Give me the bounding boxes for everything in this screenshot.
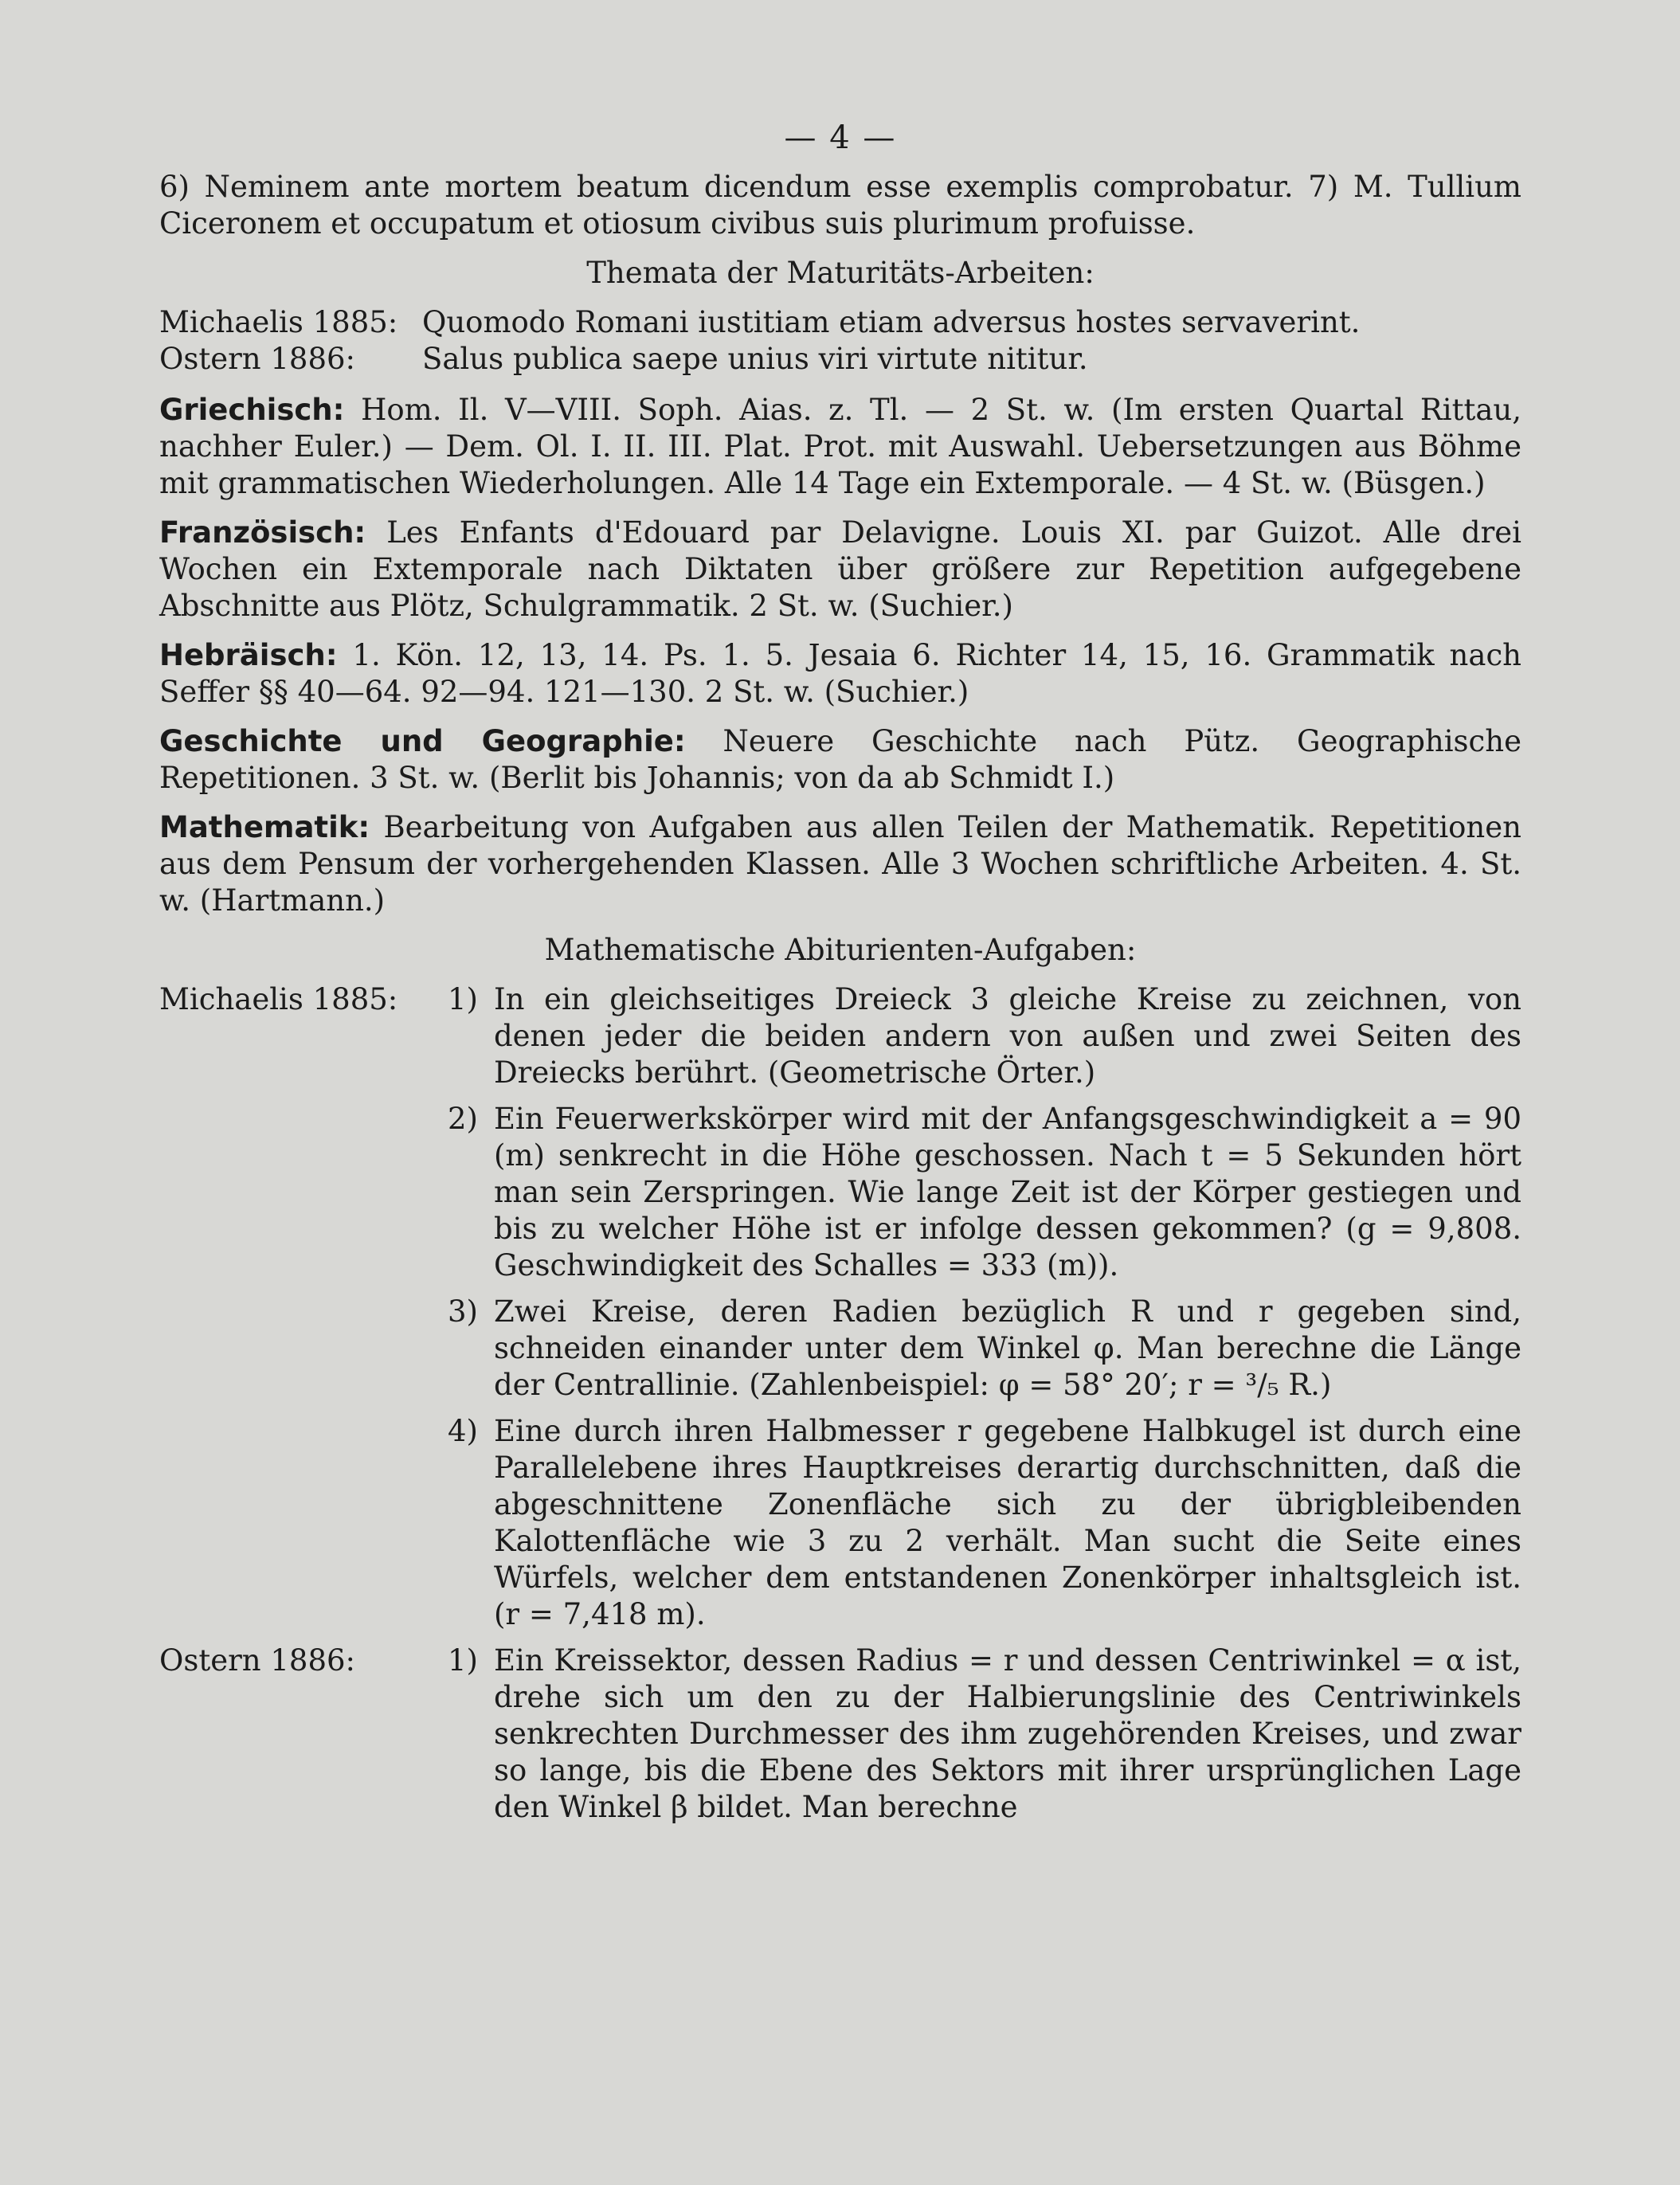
subject-mathematics xyxy=(159,809,1521,919)
task-number: 2) xyxy=(448,1102,478,1136)
subject-french xyxy=(159,515,1521,625)
subject-text: Bearbeitung von Aufgaben aus allen Teilen der Mathematik. Repetitionen aus dem Pensum der vorhergehenden Klassen. Alle 3 Wochen schriftliche Arbeiten. 4. St. w. (Hartmann.) xyxy=(159,810,1521,918)
subject-text: Neuere Geschichte nach Pütz. Geographische Repetitionen. 3 St. w. (Berlit bis Johannis; von da ab Schmidt I.) xyxy=(159,724,1521,795)
page-content xyxy=(159,119,1521,1835)
task-text: Eine durch ihren Halbmesser r gegebene Halbkugel ist durch eine Parallelebene ihres Hauptkreises derartig durchschnitten, daß die abgeschnittene Zonenfläche sich zu der übrigbleibenden Kalottenfläche wie 3 zu 2 verhält. Man sucht die Seite eines Würfels, welcher dem entstandenen Zonenkörper inhaltsgleich ist. (r = 7,418 m). xyxy=(494,1414,1521,1631)
task-text: Zwei Kreise, deren Radien bezüglich R und r gegeben sind, schneiden einander unter dem Winkel φ. Man berechne die Länge der Centrallinie. (Zahlenbeispiel: φ = 58° 20′; r = ³/₅ R.) xyxy=(494,1294,1521,1402)
subject-heading: Geschichte und Geographie: xyxy=(159,724,686,758)
math-task xyxy=(159,981,1521,1091)
subject-history-geography xyxy=(159,723,1521,797)
subject-heading: Mathematik: xyxy=(159,810,370,844)
intro-paragraph: 6) Neminem ante mortem beatum dicendum esse exemplis comprobatur. 7) M. Tullium Ciceronem et occupatum et otiosum civibus suis plurimum profuisse. xyxy=(159,170,1521,241)
subject-text: 1. Kön. 12, 13, 14. Ps. 1. 5. Jesaia 6. Richter 14, 15, 16. Grammatik nach Seffer §§ 40—64. 92—94. 121—130. 2 St. w. (Suchier.) xyxy=(159,638,1521,709)
maturity-themes xyxy=(159,304,1521,378)
subject-heading: Französisch: xyxy=(159,515,366,550)
maturity-title: Themata der Maturitäts-Arbeiten: xyxy=(586,256,1095,290)
math-task xyxy=(159,1294,1521,1404)
task-text: In ein gleichseitiges Dreieck 3 gleiche Kreise zu zeichnen, von denen jeder die beiden andern von außen und zwei Seiten des Dreiecks berührt. (Geometrische Örter.) xyxy=(494,982,1521,1090)
task-number: 3) xyxy=(448,1294,478,1329)
subject-heading: Griechisch: xyxy=(159,393,345,427)
page-number: — 4 — xyxy=(784,119,897,156)
task-number: 4) xyxy=(448,1414,478,1448)
math-task xyxy=(159,1413,1521,1633)
subject-text: Hom. Il. V—VIII. Soph. Aias. z. Tl. — 2 St. w. (Im ersten Quartal Rittau, nachher Euler.) — Dem. Ol. I. II. III. Plat. Prot. mit Auswahl. Uebersetzungen aus Böhme mit grammatischen Wiederholungen. Alle 14 Tage ein Extemporale. — 4 St. w. (Büsgen.) xyxy=(159,393,1521,500)
theme-label: Ostern 1886: xyxy=(159,342,355,376)
math-tasks xyxy=(159,981,1521,1826)
task-text: Ein Feuerwerkskörper wird mit der Anfangsgeschwindigkeit a = 90 (m) senkrecht in die Höhe geschossen. Nach t = 5 Sekunden hört man sein Zerspringen. Wie lange Zeit ist der Körper gestiegen und bis zu welcher Höhe ist er infolge dessen gekommen? (g = 9,808. Geschwindigkeit des Schalles = 333 (m)). xyxy=(494,1102,1521,1282)
math-task xyxy=(159,1643,1521,1826)
task-number: 1) xyxy=(448,982,478,1016)
task-number: 1) xyxy=(448,1643,478,1678)
task-term-label: Ostern 1886: xyxy=(159,1643,355,1678)
subject-hebrew xyxy=(159,637,1521,711)
subject-heading: Hebräisch: xyxy=(159,638,338,672)
theme-row xyxy=(159,341,1521,378)
math-title: Mathematische Abiturienten-Aufgaben: xyxy=(544,933,1137,967)
theme-text: Quomodo Romani iustitiam etiam adversus hostes servaverint. xyxy=(422,305,1361,339)
subject-text: Les Enfants d'Edouard par Delavigne. Louis XI. par Guizot. Alle drei Wochen ein Extemporale nach Diktaten über größere zur Repetition aufgegebene Abschnitte aus Plötz, Schulgrammatik. 2 St. w. (Suchier.) xyxy=(159,515,1521,623)
math-task xyxy=(159,1101,1521,1284)
task-text: Ein Kreissektor, dessen Radius = r und dessen Centriwinkel = α ist, drehe sich um den zu der Halbierungslinie des Centriwinkels senkrechten Durchmesser des ihm zugehörenden Kreises, und zwar so lange, bis die Ebene des Sektors mit ihrer ursprünglichen Lage den Winkel β bildet. Man berechne xyxy=(494,1643,1521,1824)
task-term-label: Michaelis 1885: xyxy=(159,982,398,1016)
theme-text: Salus publica saepe unius viri virtute nititur. xyxy=(422,342,1088,376)
theme-row xyxy=(159,304,1521,341)
subject-greek xyxy=(159,392,1521,502)
theme-label: Michaelis 1885: xyxy=(159,305,398,339)
